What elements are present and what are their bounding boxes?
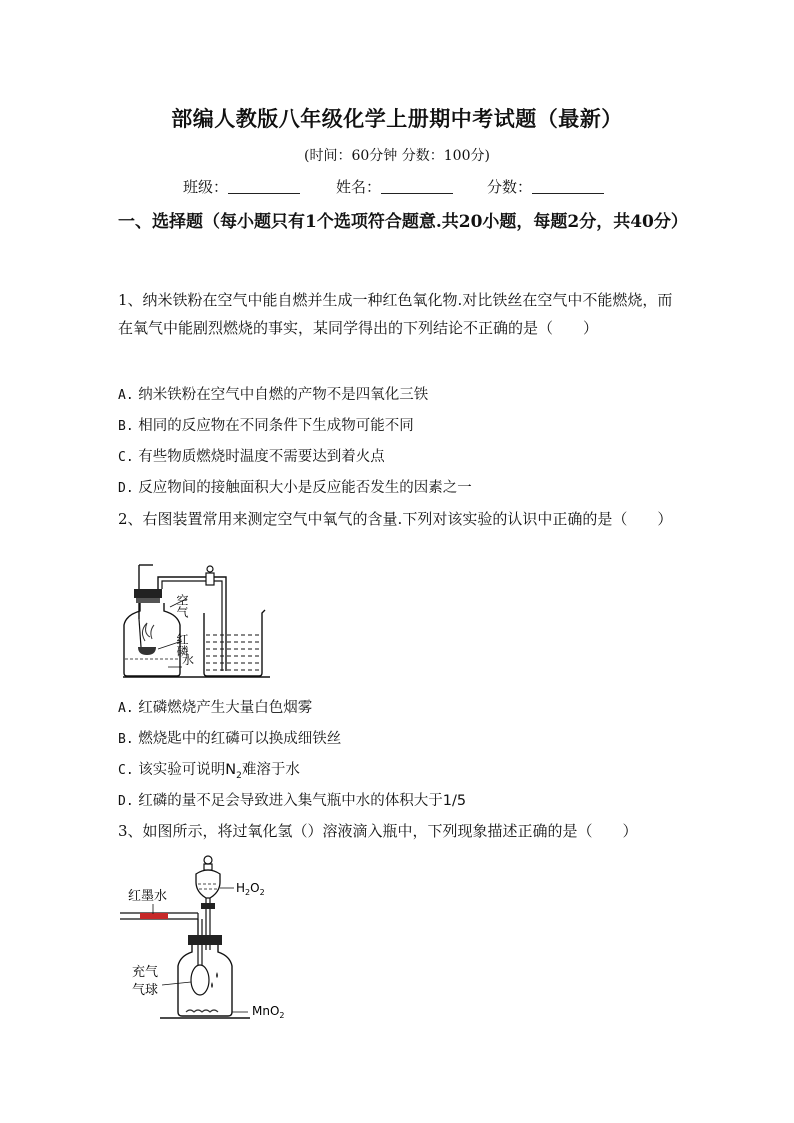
q1-option-d: D. 反应物间的接触面积大小是反应能否发生的因素之一 — [118, 480, 472, 496]
q2-option-a: A. 红磷燃烧产生大量白色烟雾 — [118, 700, 313, 716]
q1-option-c: C. 有些物质燃烧时温度不需要达到着火点 — [118, 449, 385, 465]
exam-info: (时间：60分钟 分数：100分) — [304, 148, 490, 164]
label-red-phosphorus: 红磷 — [175, 633, 189, 657]
class-label: 班级： — [183, 178, 229, 196]
label-balloon-2: 气球 — [132, 983, 159, 998]
label-red-ink: 红墨水 — [128, 889, 168, 904]
section-heading: 一、选择题（每小题只有1个选项符合题意.共20小题，每题2分，共40分） — [118, 212, 688, 232]
q1-option-b: B. 相同的反应物在不同条件下生成物可能不同 — [118, 418, 414, 434]
label-water: 水 — [182, 653, 195, 667]
label-mno2: MnO$_2$ — [252, 1004, 285, 1020]
hydrogen-peroxide-apparatus — [118, 850, 318, 1030]
score-label: 分数： — [487, 178, 533, 196]
name-field — [336, 176, 453, 197]
label-balloon-1: 充气 — [132, 965, 159, 980]
q2-option-b: B. 燃烧匙中的红磷可以换成细铁丝 — [118, 731, 342, 747]
question-3-stem: 3、如图所示，将过氧化氢（）溶液滴入瓶中，下列现象描述正确的是（ ） — [118, 822, 638, 840]
q2-option-d: D. 红磷的量不足会导致进入集气瓶中水的体积大于1/5 — [118, 793, 467, 809]
q1-option-a: A. 纳米铁粉在空气中自燃的产物不是四氧化三铁 — [118, 387, 429, 403]
page-title: 部编人教版八年级化学上册期中考试题（最新） — [171, 106, 623, 131]
question-2-stem: 2、右图装置常用来测定空气中氧气的含量.下列对该实验的认识中正确的是（ ） — [118, 510, 673, 528]
class-field — [183, 176, 300, 197]
label-air: 空气 — [175, 594, 189, 618]
name-label: 姓名： — [336, 178, 382, 196]
class-blank[interactable] — [228, 179, 300, 194]
score-field — [487, 176, 604, 197]
label-h2o2: $H_2O_2$ — [236, 881, 265, 897]
question-1-stem: 1、纳米铁粉在空气中能自燃并生成一种红色氧化物.对比铁丝在空气中不能燃烧，而在氧气中能剧烈燃烧的事实，某同学得出的下列结论不正确的是（ ） — [118, 291, 673, 337]
score-blank[interactable] — [532, 179, 604, 194]
oxygen-measurement-apparatus — [118, 563, 278, 683]
q2-option-c: C. 该实验可说明$N_2$难溶于水 — [118, 762, 300, 781]
name-blank[interactable] — [381, 179, 453, 194]
